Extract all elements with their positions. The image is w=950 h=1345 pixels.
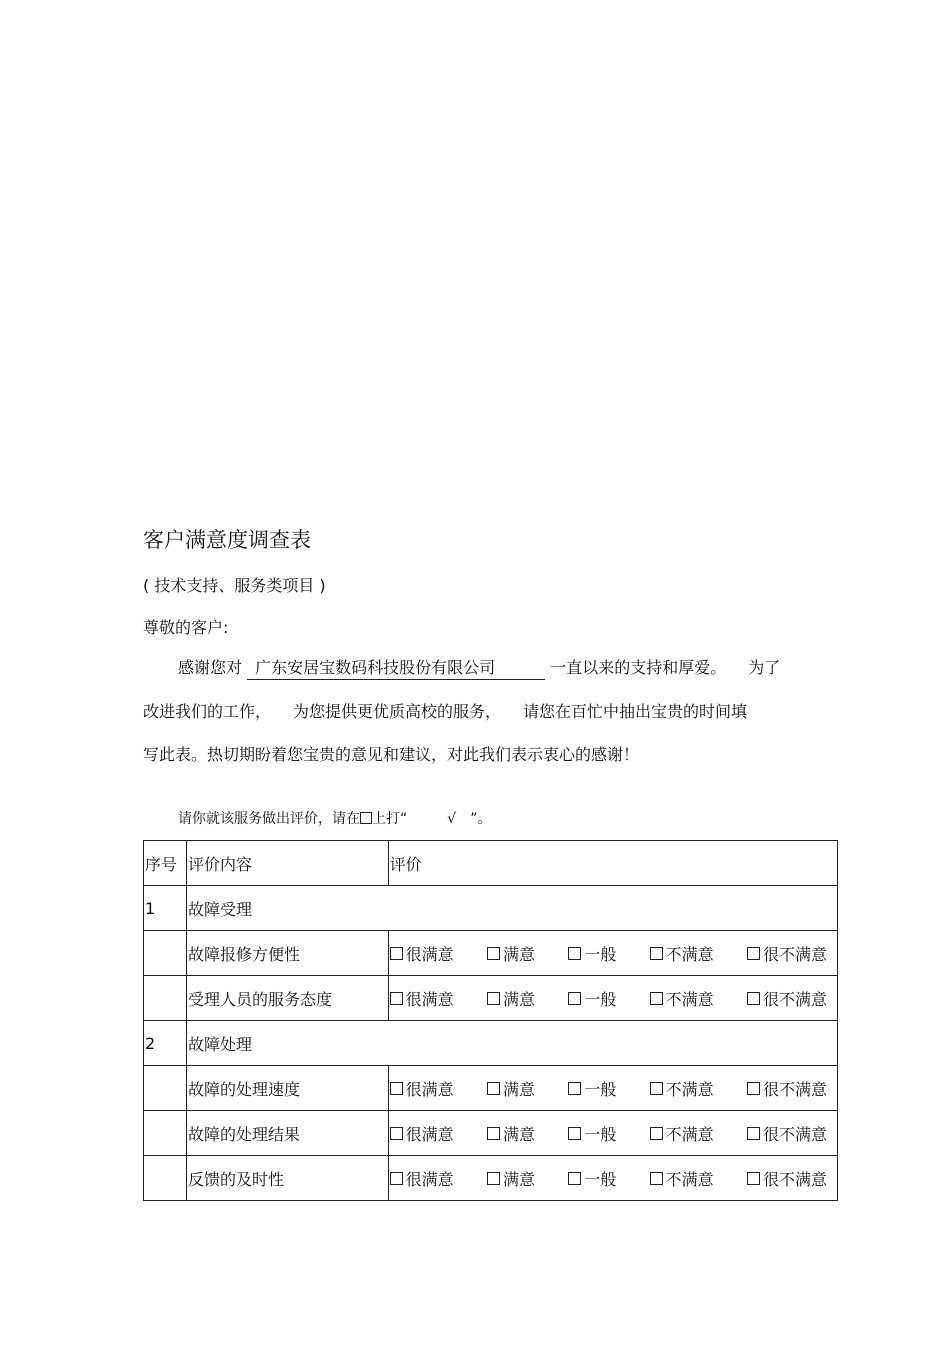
section-name: 故障受理 (186, 886, 837, 931)
row-number-empty (144, 1066, 187, 1111)
rating-option[interactable] (747, 1167, 827, 1190)
rating-option[interactable] (747, 1077, 827, 1100)
item-label: 故障报修方便性 (186, 931, 388, 976)
page-subtitle: ( 技术支持、服务类项目 ) (143, 576, 326, 595)
rating-options (388, 1111, 837, 1156)
rating-option-label: 不满意 (665, 944, 714, 964)
rating-option[interactable] (568, 987, 616, 1010)
rating-checkbox[interactable] (650, 992, 663, 1005)
intro-line-2 (143, 700, 747, 724)
table-row (144, 931, 838, 976)
intro-post: 一直以来的支持和厚爱。 (550, 658, 727, 677)
rating-option[interactable] (390, 942, 454, 965)
instruction (178, 808, 491, 830)
rating-option[interactable] (568, 1077, 616, 1100)
intro-line-3: 写此表。热切期盼着您宝贵的意见和建议，对此我们表示衷心的感谢！ (143, 745, 640, 764)
rating-checkbox[interactable] (390, 992, 403, 1005)
rating-option-label: 很满意 (405, 944, 454, 964)
rating-option[interactable] (487, 1077, 535, 1100)
rating-option[interactable] (747, 942, 827, 965)
rating-checkbox[interactable] (650, 1127, 663, 1140)
item-label: 故障的处理结果 (186, 1111, 388, 1156)
item-label: 故障的处理速度 (186, 1066, 388, 1111)
rating-option-label: 不满意 (665, 1169, 714, 1189)
rating-checkbox[interactable] (487, 1172, 500, 1185)
greeting: 尊敬的客户: (143, 618, 229, 637)
section-number: 1 (144, 886, 187, 931)
intro-line-2b: 为您提供更优质高校的服务， (293, 702, 502, 721)
section-row (144, 886, 838, 931)
company-name-field: 广东安居宝数码科技股份有限公司 (247, 657, 545, 680)
rating-option-label: 很不满意 (762, 989, 827, 1009)
intro-line-1 (178, 656, 780, 680)
rating-options (388, 976, 837, 1021)
rating-checkbox[interactable] (650, 1172, 663, 1185)
row-number-empty (144, 1156, 187, 1201)
table-row (144, 1066, 838, 1111)
rating-option-label: 很不满意 (762, 944, 827, 964)
rating-checkbox[interactable] (747, 1172, 760, 1185)
rating-option-label: 不满意 (665, 1079, 714, 1099)
page-title: 客户满意度调查表 (143, 528, 311, 552)
rating-option[interactable] (650, 1167, 714, 1190)
rating-option[interactable] (568, 942, 616, 965)
section-row (144, 1021, 838, 1066)
header-no: 序号 (144, 841, 187, 886)
rating-option[interactable] (568, 1167, 616, 1190)
row-number-empty (144, 1111, 187, 1156)
rating-options (388, 1066, 837, 1111)
rating-option-label: 一般 (584, 1124, 617, 1144)
intro-tail: 为了 (748, 658, 781, 677)
rating-option[interactable] (747, 1122, 827, 1145)
rating-option[interactable] (487, 942, 535, 965)
rating-option[interactable] (390, 987, 454, 1010)
rating-checkbox[interactable] (568, 1127, 581, 1140)
row-number-empty (144, 976, 187, 1021)
rating-option[interactable] (650, 1077, 714, 1100)
table-row (144, 1111, 838, 1156)
rating-option-label: 很不满意 (762, 1169, 827, 1189)
rating-checkbox[interactable] (568, 992, 581, 1005)
table-header-row (144, 841, 838, 886)
rating-option-label: 满意 (502, 1124, 535, 1144)
rating-checkbox[interactable] (390, 1127, 403, 1140)
rating-option-label: 不满意 (665, 1124, 714, 1144)
rating-option[interactable] (747, 987, 827, 1010)
section-name: 故障处理 (186, 1021, 837, 1066)
rating-option-label: 满意 (502, 1169, 535, 1189)
rating-option[interactable] (390, 1122, 454, 1145)
rating-checkbox[interactable] (747, 1127, 760, 1140)
rating-checkbox[interactable] (487, 992, 500, 1005)
rating-checkbox[interactable] (568, 1082, 581, 1095)
rating-checkbox[interactable] (747, 992, 760, 1005)
rating-option[interactable] (650, 987, 714, 1010)
rating-option-label: 很满意 (405, 989, 454, 1009)
rating-option[interactable] (487, 987, 535, 1010)
intro-line-2c: 请您在百忙中抽出宝贵的时间填 (523, 702, 748, 721)
rating-option-label: 一般 (584, 1169, 617, 1189)
rating-option[interactable] (650, 942, 714, 965)
rating-options (388, 931, 837, 976)
rating-checkbox[interactable] (747, 947, 760, 960)
rating-checkbox[interactable] (650, 1082, 663, 1095)
rating-checkbox[interactable] (487, 1082, 500, 1095)
instruction-mid: 上打“ (372, 811, 408, 827)
section-number: 2 (144, 1021, 187, 1066)
item-label: 受理人员的服务态度 (186, 976, 388, 1021)
table-row (144, 976, 838, 1021)
rating-option-label: 很满意 (405, 1169, 454, 1189)
rating-options (388, 1156, 837, 1201)
rating-checkbox[interactable] (568, 1172, 581, 1185)
rating-option-label: 满意 (502, 944, 535, 964)
table-row (144, 1156, 838, 1201)
rating-option-label: 一般 (584, 1079, 617, 1099)
rating-checkbox[interactable] (650, 947, 663, 960)
rating-option-label: 不满意 (665, 989, 714, 1009)
survey-table (143, 840, 838, 1201)
rating-checkbox[interactable] (390, 1082, 403, 1095)
rating-checkbox[interactable] (568, 947, 581, 960)
rating-option[interactable] (568, 1122, 616, 1145)
rating-option-label: 满意 (502, 989, 535, 1009)
rating-checkbox[interactable] (747, 1082, 760, 1095)
rating-option-label: 很满意 (405, 1124, 454, 1144)
rating-option-label: 一般 (584, 989, 617, 1009)
rating-option-label: 很不满意 (762, 1079, 827, 1099)
checkbox-symbol (360, 812, 372, 824)
header-rating: 评价 (388, 841, 837, 886)
rating-checkbox[interactable] (390, 947, 403, 960)
intro-pre: 感谢您对 (178, 658, 243, 677)
rating-option-label: 一般 (584, 944, 617, 964)
item-label: 反馈的及时性 (186, 1156, 388, 1201)
rating-option[interactable] (487, 1122, 535, 1145)
rating-option-label: 很不满意 (762, 1124, 827, 1144)
rating-option-label: 满意 (502, 1079, 535, 1099)
rating-option[interactable] (650, 1122, 714, 1145)
rating-checkbox[interactable] (390, 1172, 403, 1185)
rating-option[interactable] (390, 1167, 454, 1190)
checkmark-symbol: √ (447, 811, 457, 827)
instruction-pre: 请你就该服务做出评价，请在 (178, 811, 360, 827)
rating-option-label: 很满意 (405, 1079, 454, 1099)
header-content: 评价内容 (186, 841, 388, 886)
rating-checkbox[interactable] (487, 947, 500, 960)
instruction-post: ”。 (470, 811, 492, 827)
rating-option[interactable] (487, 1167, 535, 1190)
row-number-empty (144, 931, 187, 976)
rating-option[interactable] (390, 1077, 454, 1100)
intro-line-2a: 改进我们的工作， (143, 702, 272, 721)
rating-checkbox[interactable] (487, 1127, 500, 1140)
